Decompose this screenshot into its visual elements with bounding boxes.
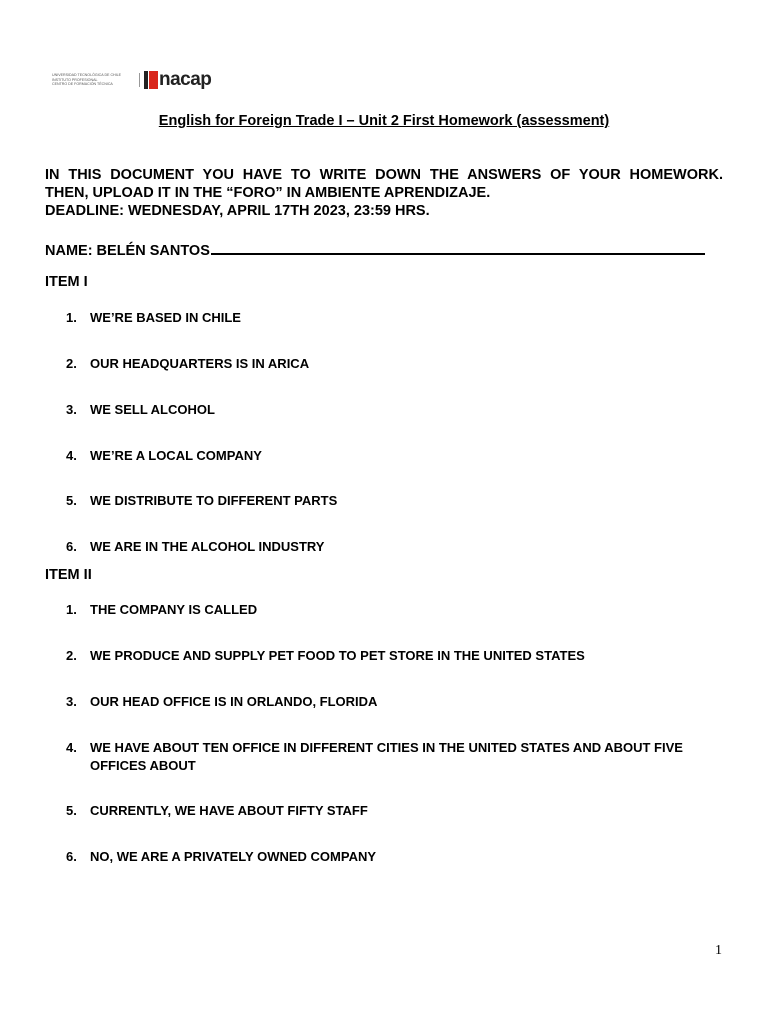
inacap-mark-icon [144, 71, 158, 89]
list-number: 3. [66, 694, 77, 709]
logo-line: INSTITUTO PROFESIONAL [52, 77, 98, 82]
answer-text: WE HAVE ABOUT TEN OFFICE IN DIFFERENT CITIES IN THE UNITED STATES AND ABOUT FIVE OFFICES ABOUT [90, 740, 683, 773]
item-1-heading: ITEM I [45, 274, 88, 290]
answer-text: WE ARE IN THE ALCOHOL INDUSTRY [90, 539, 325, 554]
instructions-line: THEN, UPLOAD IT IN THE “FORO” IN AMBIENTE APRENDIZAJE. [45, 185, 491, 201]
list-item [66, 739, 728, 775]
deadline-line: DEADLINE: WEDNESDAY, APRIL 17TH 2023, 23:59 HRS. [45, 203, 430, 219]
list-item [66, 355, 728, 373]
inacap-logo [52, 66, 211, 94]
list-number: 2. [66, 648, 77, 663]
instructions [45, 166, 723, 220]
answer-text: WE SELL ALCOHOL [90, 402, 215, 417]
answer-text: WE’RE A LOCAL COMPANY [90, 448, 262, 463]
list-item [66, 802, 728, 820]
list-item [66, 538, 728, 556]
answer-text: OUR HEADQUARTERS IS IN ARICA [90, 356, 310, 371]
list-number: 4. [66, 448, 77, 463]
answer-text: OUR HEAD OFFICE IS IN ORLANDO, FLORIDA [90, 694, 378, 709]
name-underline [211, 238, 705, 255]
list-number: 2. [66, 356, 77, 371]
answer-text: CURRENTLY, WE HAVE ABOUT FIFTY STAFF [90, 803, 368, 818]
logo-line: UNIVERSIDAD TECNOLÓGICA DE CHILE [52, 73, 122, 78]
answer-text: THE COMPANY IS CALLED [90, 602, 258, 617]
list-item [66, 848, 728, 866]
page-number: 1 [715, 943, 722, 958]
list-item [66, 693, 728, 711]
list-number: 4. [66, 740, 77, 755]
list-item [66, 601, 728, 619]
list-item [66, 447, 728, 465]
list-number: 3. [66, 402, 77, 417]
answer-text: WE DISTRIBUTE TO DIFFERENT PARTS [90, 493, 338, 508]
item-2-heading: ITEM II [45, 567, 92, 583]
student-name [45, 238, 715, 259]
logo-line: CENTRO DE FORMACIÓN TÉCNICA [52, 82, 113, 87]
list-number: 1. [66, 602, 77, 617]
answer-text: NO, WE ARE A PRIVATELY OWNED COMPANY [90, 849, 377, 864]
logo-institution-text [52, 73, 140, 86]
logo-wordmark: nacap [159, 69, 212, 90]
list-item [66, 309, 728, 327]
list-number: 1. [66, 310, 77, 325]
instructions-line: IN THIS DOCUMENT YOU HAVE TO WRITE DOWN THE ANSWERS OF YOUR HOMEWORK. [45, 167, 723, 183]
list-item [66, 492, 728, 510]
list-number: 5. [66, 803, 77, 818]
document-title: English for Foreign Trade I – Unit 2 First Homework (assessment) [158, 113, 610, 129]
name-label: NAME: BELÉN SANTOS [45, 243, 210, 259]
answer-text: WE PRODUCE AND SUPPLY PET FOOD TO PET STORE IN THE UNITED STATES [90, 648, 585, 663]
answer-text: WE’RE BASED IN CHILE [90, 310, 241, 325]
list-item [66, 401, 728, 419]
list-number: 6. [66, 539, 77, 554]
list-number: 6. [66, 849, 77, 864]
list-number: 5. [66, 493, 77, 508]
list-item [66, 647, 728, 665]
